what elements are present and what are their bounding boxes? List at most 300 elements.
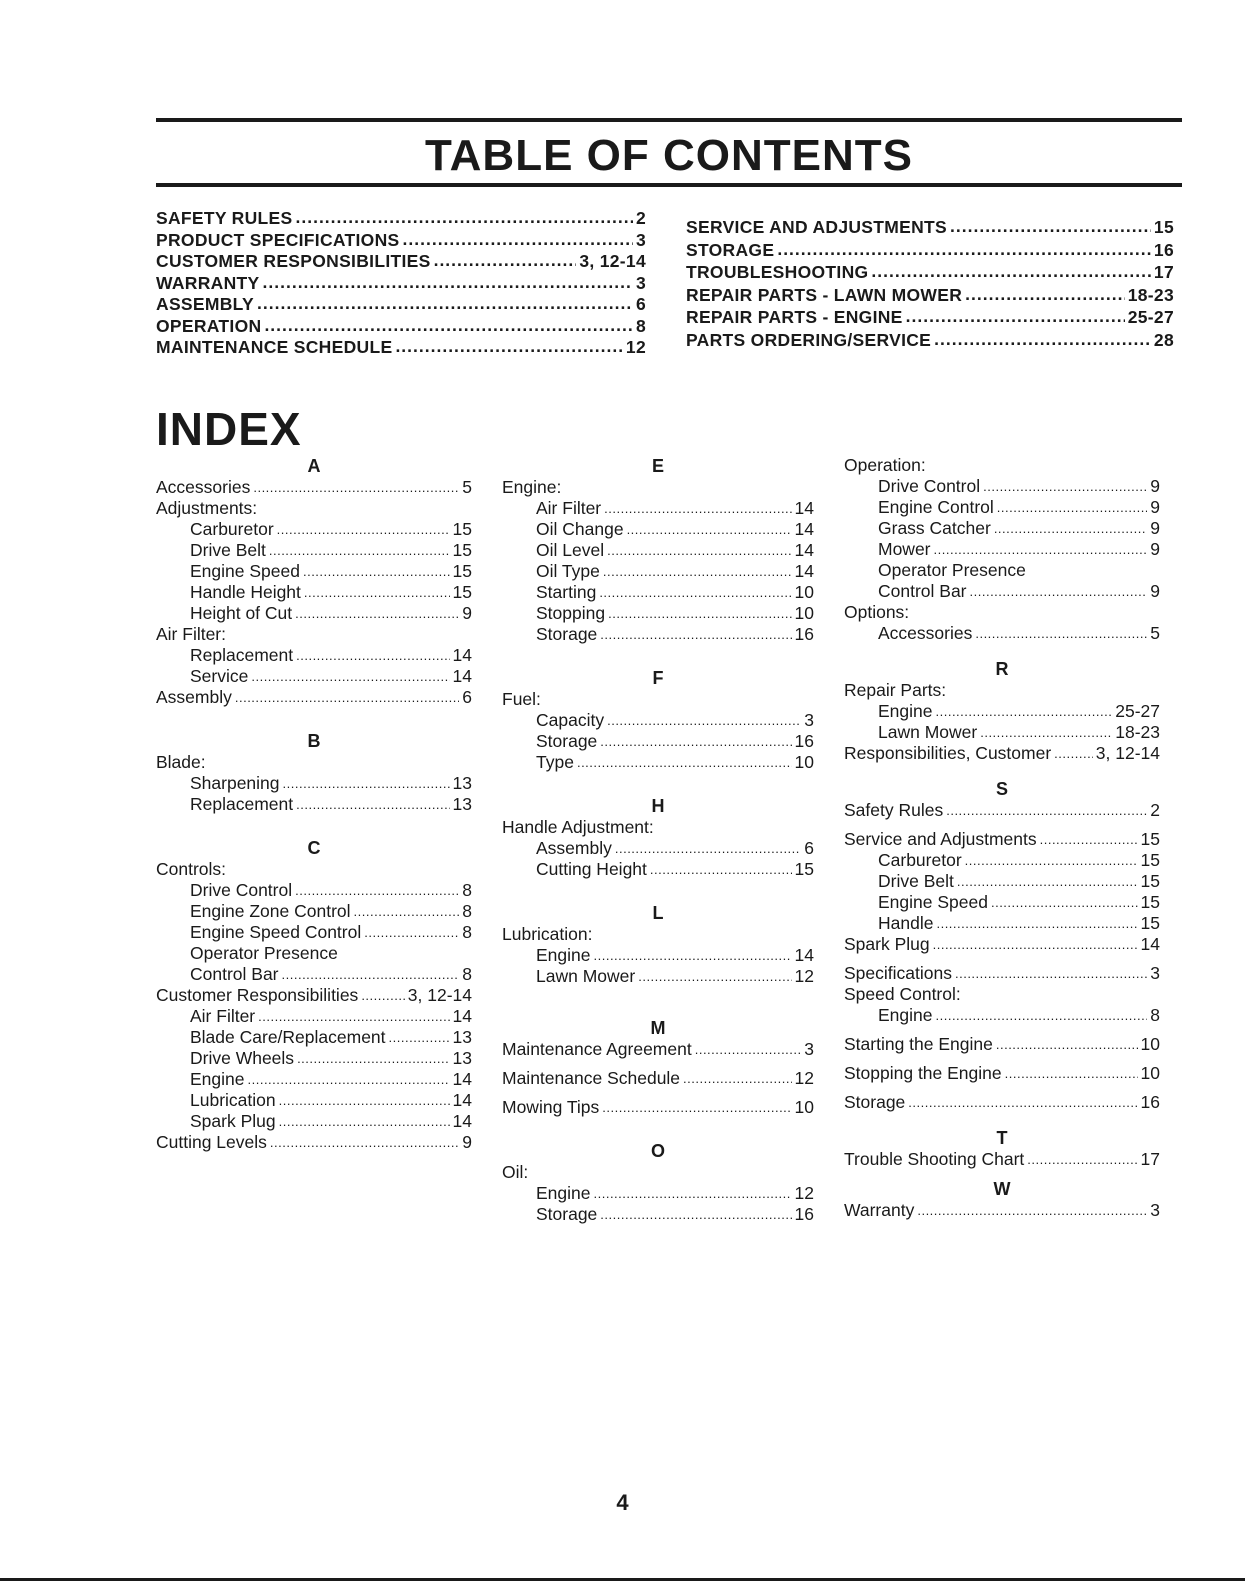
toc-entry [156,337,646,359]
index-letter: O [650,1141,665,1161]
index-entry-page: 15 [794,859,814,879]
index-entry-page: 15 [1140,892,1160,912]
dot-leader [1040,828,1138,850]
index-entry-page: 3 [1150,963,1160,983]
dot-leader [638,965,791,987]
dot-leader [965,849,1138,871]
index-entry [156,1090,472,1111]
toc-entry-label: REPAIR PARTS - LAWN MOWER [686,284,963,305]
dot-leader [297,1047,449,1069]
dot-leader [279,1110,450,1132]
index-entry-label: Service [190,666,249,686]
toc-entry-label: PRODUCT SPECIFICATIONS [156,229,400,250]
toc-entry-page: 17 [1153,262,1174,282]
index-entry-label: Starting [536,582,597,602]
index-entry [156,880,472,901]
index-entry-page: 13 [452,773,472,793]
dot-leader [253,476,459,498]
toc-entry-page: 3 [635,229,646,250]
index-entry-page: 2 [1150,800,1160,820]
index-heading: Lubrication: [502,924,593,944]
dot-leader [933,933,1138,955]
toc-left-column [156,208,646,359]
toc-entry [686,284,1174,307]
index-entry [844,963,1160,984]
toc-entry-page: 25-27 [1127,307,1174,327]
toc-entry-label: SAFETY RULES [156,208,293,228]
index-entry-label: Carburetor [878,850,962,870]
index-entry-label: Engine [536,1183,591,1203]
index-entry [502,498,814,519]
index-entry [156,1048,472,1069]
dot-leader [906,305,1125,328]
index-entry-page: 9 [1150,497,1160,517]
index-entry-page: 15 [1140,829,1160,849]
index-entry [156,561,472,582]
dot-leader [295,879,459,901]
dot-leader [908,1091,1137,1113]
index-entry [156,794,472,815]
index-entry-label: Engine [878,701,933,721]
index-entry-page: 9 [1150,581,1160,601]
dot-leader [650,858,792,880]
index-entry-page: 9 [1150,539,1160,559]
index-entry-label: Control Bar [878,581,967,601]
index-entry-label: Accessories [156,477,251,497]
index-letter: R [995,659,1009,679]
index-entry [844,743,1160,764]
index-column-2 [502,455,814,1225]
dot-leader [994,517,1147,539]
index-entry [156,1069,472,1090]
dot-leader [607,709,801,731]
toc-entry [686,261,1174,284]
dot-leader [991,891,1138,913]
index-entry-page: 12 [794,1068,814,1088]
index-entry-label: Drive Control [878,476,981,496]
index-entry-page: 14 [452,1069,472,1089]
index-entry-page: 10 [794,603,814,623]
index-entry [844,1005,1160,1026]
index-entry-page: 8 [462,880,472,900]
index-entry-label: Assembly [156,687,232,707]
dot-leader [957,870,1138,892]
dot-leader [946,799,1147,821]
index-entry-page: 6 [804,838,814,858]
toc-entry [156,251,646,273]
index-entry-label: Engine [878,1005,933,1025]
dot-leader [296,793,449,815]
index-entry-page: 10 [794,1097,814,1117]
index-entry-page: 8 [1150,1005,1160,1025]
index-entry-label: Stopping the Engine [844,1063,1002,1083]
index-entry-label: Cutting Levels [156,1132,267,1152]
index-heading: Controls: [156,859,227,879]
index-entry-page: 12 [794,966,814,986]
index-entry [502,731,814,752]
index-entry-page: 3 [804,1039,814,1059]
index-entry-label: Storage [536,731,598,751]
index-entry-page: 16 [794,1204,814,1224]
index-entry-page: 10 [1140,1063,1160,1083]
dot-leader [361,984,404,1006]
index-entry-label: Starting the Engine [844,1034,993,1054]
index-entry [844,871,1160,892]
index-entry-label: Blade Care/Replacement [190,1027,386,1047]
index-entry [156,519,472,540]
index-entry-label: Lubrication [190,1090,276,1110]
index-entry-page: 13 [452,1027,472,1047]
spacer [502,645,814,667]
toc-entry-page: 3, 12-14 [579,251,646,271]
index-entry-label: Spark Plug [190,1111,276,1131]
index-heading: Operation: [844,455,926,475]
index-entry-page: 17 [1140,1149,1160,1169]
index-entry [502,519,814,540]
index-entry-label: Oil Type [536,561,600,581]
footer-rule [0,1578,1245,1581]
index-subheading: Operator Presence [878,560,1026,580]
index-letter: M [650,1018,666,1038]
index-entry-page: 8 [462,964,472,984]
toc-entry-page: 2 [635,208,646,228]
index-title: INDEX [156,403,302,455]
index-entry [502,859,814,880]
dot-leader [975,622,1147,644]
index-entry [156,964,472,985]
dot-leader [235,686,459,708]
dot-leader [251,665,449,687]
index-entry [502,582,814,603]
index-entry-label: Responsibilities, Customer [844,743,1052,763]
dot-leader [279,1089,450,1111]
index-heading: Oil: [502,1162,529,1182]
index-entry-page: 15 [1140,913,1160,933]
index-entry [156,687,472,708]
index-heading: Fuel: [502,689,541,709]
index-entry-label: Handle [878,913,934,933]
index-entry-label: Engine Control [878,497,994,517]
dot-leader [983,475,1147,497]
index-entry-page: 3 [1150,1200,1160,1220]
index-heading: Blade: [156,752,206,772]
index-entry-page: 3, 12-14 [1095,743,1160,763]
index-entry-label: Accessories [878,623,973,643]
index-entry-page: 10 [1140,1034,1160,1054]
dot-leader [615,837,801,859]
dot-leader [403,229,633,251]
index-entry-page: 10 [794,582,814,602]
dot-leader [602,1096,791,1118]
index-entry-page: 15 [452,561,472,581]
toc-entry [686,306,1174,329]
index-heading: Engine: [502,477,562,497]
dot-leader [683,1067,791,1089]
index-entry-page: 13 [452,794,472,814]
toc-entry-label: CUSTOMER RESPONSIBILITIES [156,251,431,271]
index-entry [502,624,814,645]
index-entry-page: 15 [452,519,472,539]
index-entry-label: Lawn Mower [536,966,636,986]
index-entry-page: 9 [1150,476,1160,496]
spacer [502,1118,814,1140]
dot-leader [695,1038,802,1060]
index-entry-page: 14 [452,666,472,686]
index-entry-label: Customer Responsibilities [156,985,359,1005]
index-entry-page: 14 [452,1006,472,1026]
dot-leader [296,644,449,666]
dot-leader [303,560,450,582]
index-entry [156,901,472,922]
dot-leader [936,912,1137,934]
toc-entry-page: 3 [635,272,646,293]
title-rule [156,183,1182,187]
index-entry [844,800,1160,821]
index-entry-label: Type [536,752,574,772]
index-entry-label: Safety Rules [844,800,944,820]
toc-entry-page: 16 [1153,239,1174,260]
index-entry-label: Engine Speed [190,561,300,581]
toc-entry-page: 12 [625,337,646,357]
index-entry-page: 8 [462,922,472,942]
index-subheading: Operator Presence [190,943,338,963]
index-entry [844,913,1160,934]
index-entry [844,1200,1160,1221]
index-entry-page: 14 [452,645,472,665]
index-entry [502,1204,814,1225]
index-letter: L [652,903,664,923]
index-entry-label: Service and Adjustments [844,829,1037,849]
index-entry-page: 14 [794,540,814,560]
toc-entry [686,239,1174,262]
dot-leader [395,336,622,358]
index-entry [156,477,472,498]
index-entry [844,829,1160,850]
index-heading: Speed Control: [844,984,961,1004]
dot-leader [600,1203,791,1225]
spacer [844,1113,1160,1127]
index-entry [502,1039,814,1060]
dot-leader [283,772,450,794]
dot-leader [248,1068,450,1090]
index-entry [156,773,472,794]
toc-entry-page: 28 [1153,329,1174,350]
index-entry [844,518,1160,539]
index-entry-page: 5 [1150,623,1160,643]
index-entry-page: 15 [1140,850,1160,870]
index-heading: Repair Parts: [844,680,947,700]
spacer [502,880,814,902]
dot-leader [1005,1062,1138,1084]
dot-leader [263,272,633,294]
spacer [844,764,1160,778]
dot-leader [950,215,1151,238]
index-entry-label: Control Bar [190,964,279,984]
index-entry-page: 14 [452,1090,472,1110]
dot-leader [600,623,791,645]
index-entry-label: Engine [190,1069,245,1089]
dot-leader [594,1182,792,1204]
toc-entry-label: PARTS ORDERING/SERVICE [686,329,932,350]
dot-leader [600,730,791,752]
toc-entry [156,230,646,252]
index-entry [502,1183,814,1204]
dot-leader [389,1026,450,1048]
index-entry-page: 14 [794,498,814,518]
dot-leader [777,238,1151,261]
index-letter: A [307,456,321,476]
index-entry-label: Specifications [844,963,952,983]
spacer [156,708,472,730]
toc-entry-page: 8 [635,315,646,336]
dot-leader [936,1004,1148,1026]
index-entry-label: Grass Catcher [878,518,991,538]
dot-leader [304,581,450,603]
index-entry [502,710,814,731]
index-entry-label: Oil Change [536,519,624,539]
index-entry-page: 14 [1140,934,1160,954]
index-heading: Options: [844,602,910,622]
dot-leader [603,560,792,582]
index-entry-page: 15 [1140,871,1160,891]
index-letter: E [651,456,664,476]
index-entry-label: Warranty [844,1200,915,1220]
index-entry [156,1132,472,1153]
toc-title: TABLE OF CONTENTS [425,131,913,180]
spacer [844,644,1160,658]
index-entry-page: 5 [462,477,472,497]
dot-leader [277,518,450,540]
index-letter: W [993,1179,1011,1199]
dot-leader [270,1131,459,1153]
index-entry-label: Spark Plug [844,934,930,954]
dot-leader [258,1005,449,1027]
dot-leader [970,580,1148,602]
dot-leader [354,900,460,922]
dot-leader [257,293,633,315]
dot-leader [264,315,633,337]
index-entry-page: 12 [794,1183,814,1203]
spacer [502,987,814,1009]
dot-leader [1027,1148,1137,1170]
index-entry [844,581,1160,602]
index-heading: Handle Adjustment: [502,817,654,837]
index-entry [156,540,472,561]
index-entry-page: 3 [804,710,814,730]
toc-entry [156,208,646,230]
index-column-1 [156,455,472,1153]
index-entry-label: Drive Wheels [190,1048,295,1068]
toc-entry [686,329,1174,352]
spacer [156,815,472,837]
index-entry [844,1092,1160,1113]
dot-leader [296,207,633,229]
index-entry-label: Height of Cut [190,603,293,623]
index-letter: H [651,796,665,816]
index-entry-page: 14 [794,945,814,965]
index-entry-page: 16 [794,731,814,751]
toc-entry-page: 15 [1153,217,1174,237]
index-entry-label: Replacement [190,645,294,665]
index-entry-label: Capacity [536,710,605,730]
toc-right-column [686,216,1174,351]
index-entry-label: Maintenance Agreement [502,1039,692,1059]
index-letter: C [307,838,321,858]
index-entry-page: 8 [462,901,472,921]
toc-entry [156,316,646,338]
toc-entry-label: TROUBLESHOOTING [686,262,869,282]
index-entry-label: Sharpening [190,773,280,793]
dot-leader [594,944,792,966]
index-entry-page: 13 [452,1048,472,1068]
spacer [844,1170,1160,1178]
dot-leader [608,602,791,624]
dot-leader [965,283,1125,306]
dot-leader [604,497,791,519]
index-column-3 [844,455,1160,1221]
index-entry-label: Drive Belt [190,540,266,560]
index-entry [502,838,814,859]
index-entry-label: Drive Control [190,880,293,900]
index-letter: F [652,668,664,688]
index-entry [502,1097,814,1118]
toc-entry [686,216,1174,239]
index-heading: Air Filter: [156,624,226,644]
index-entry [844,1149,1160,1170]
toc-entry-label: WARRANTY [156,272,260,293]
index-entry [156,985,472,1006]
index-entry-label: Storage [536,1204,598,1224]
index-entry [502,561,814,582]
index-entry-page: 14 [794,519,814,539]
index-entry-label: Mower [878,539,931,559]
toc-entry-label: MAINTENANCE SCHEDULE [156,337,393,357]
index-entry [844,701,1160,722]
index-entry-page: 14 [794,561,814,581]
dot-leader [997,496,1147,518]
index-entry-label: Replacement [190,794,294,814]
index-entry-label: Maintenance Schedule [502,1068,681,1088]
dot-leader [577,751,792,773]
index-entry [844,850,1160,871]
index-entry [844,497,1160,518]
index-entry [156,645,472,666]
dot-leader [607,539,791,561]
dot-leader [996,1033,1138,1055]
dot-leader [934,538,1148,560]
index-entry-page: 15 [452,582,472,602]
index-entry-page: 16 [794,624,814,644]
index-entry-label: Mowing Tips [502,1097,600,1117]
index-entry [502,752,814,773]
index-entry-page: 9 [462,603,472,623]
index-entry-label: Lawn Mower [878,722,978,742]
index-entry [156,1027,472,1048]
toc-entry-label: STORAGE [686,239,775,260]
index-entry-page: 15 [452,540,472,560]
index-entry-label: Assembly [536,838,612,858]
index-entry [502,966,814,987]
index-entry [844,934,1160,955]
index-entry-label: Engine Speed Control [190,922,362,942]
index-entry-label: Cutting Height [536,859,647,879]
index-entry-page: 16 [1140,1092,1160,1112]
spacer [502,1009,814,1017]
dot-leader [1054,742,1093,764]
index-entry-page: 9 [462,1132,472,1152]
dot-leader [955,962,1147,984]
toc-entry-page: 6 [635,294,646,314]
